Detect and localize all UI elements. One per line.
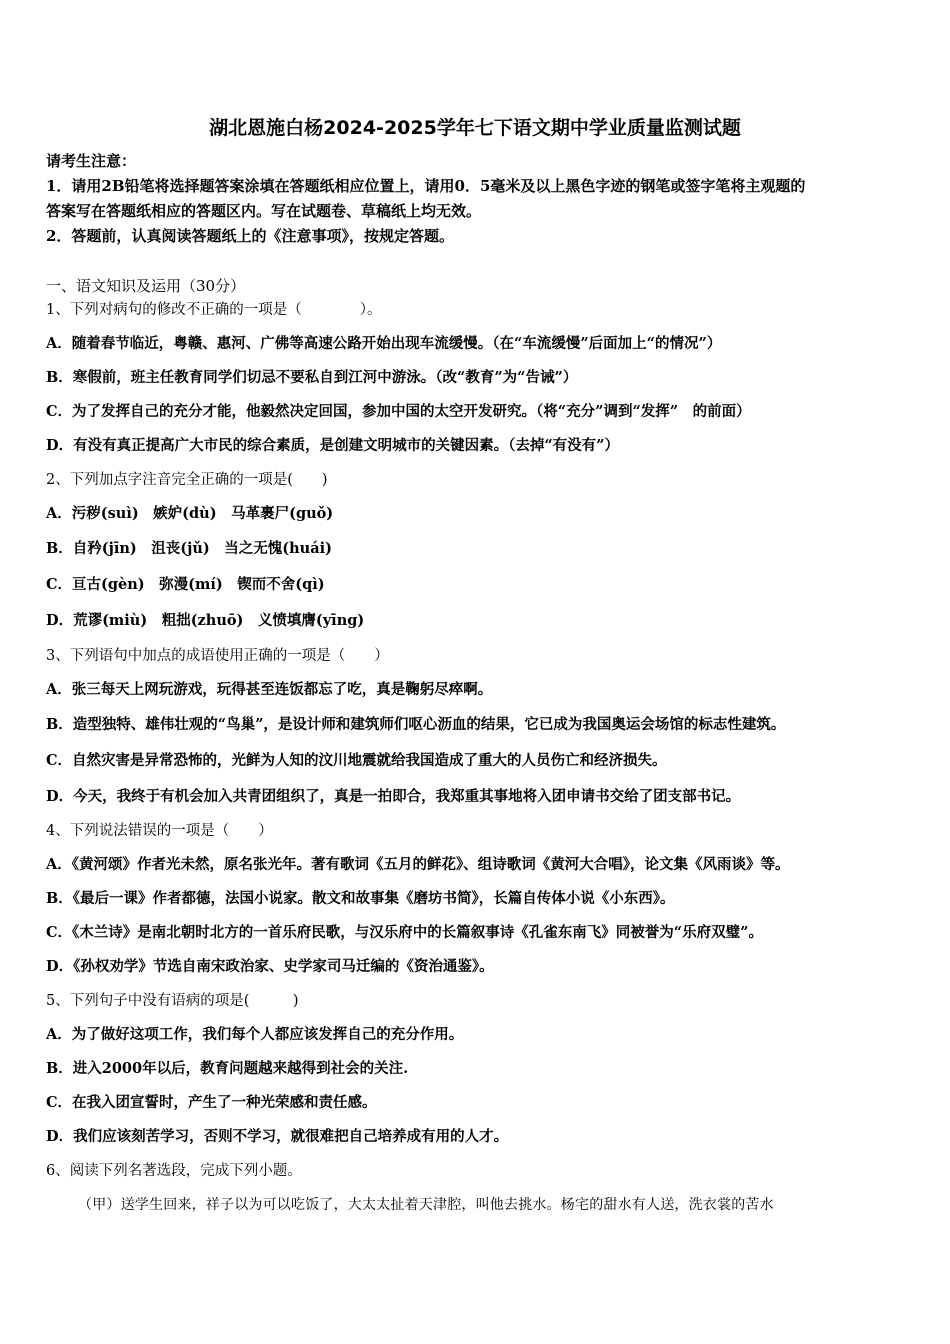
question-1-option-d: D．有没有真正提高广大市民的综合素质，是创建文明城市的关键因素。（去掉“有没有”） bbox=[46, 437, 620, 454]
notice-line-3: 2．答题前，认真阅读答题纸上的《注意事项》，按规定答题。 bbox=[46, 227, 454, 245]
question-3-stem: 3、下列语句中加点的成语使用正确的一项是（ ） bbox=[46, 648, 389, 664]
question-4-option-d: D．《孙权劝学》节选自南宋政治家、史学家司马迁编的《资治通鉴》。 bbox=[46, 958, 494, 975]
question-3-option-b: B．造型独特、雄伟壮观的“鸟巢”，是设计师和建筑师们呕心沥血的结果，它已成为我国奥运会场馆的标志性建筑。 bbox=[46, 716, 786, 733]
question-6-stem: 6、阅读下列名著选段，完成下列小题。 bbox=[46, 1163, 302, 1179]
question-1-option-b: B．寒假前，班主任教育同学们切忌不要私自到江河中游泳。（改“教育”为“告诫”） bbox=[46, 369, 578, 386]
question-2-option-b: B．自矜(jīn) 沮丧(jǔ) 当之无愧(huái) bbox=[46, 540, 332, 557]
question-4-stem: 4、下列说法错误的一项是（ ） bbox=[46, 823, 273, 839]
question-5-option-a: A．为了做好这项工作，我们每个人都应该发挥自己的充分作用。 bbox=[46, 1026, 464, 1043]
question-5-option-d: D．我们应该刻苦学习，否则不学习，就很难把自己培养成有用的人才。 bbox=[46, 1128, 509, 1145]
question-5-option-c: C．在我入团宣誓时，产生了一种光荣感和责任感。 bbox=[46, 1094, 377, 1111]
question-6-passage: （甲）送学生回来，祥子以为可以吃饭了，大太太扯着天津腔，叫他去挑水。杨宅的甜水有人送，洗衣裳的苦水 bbox=[78, 1197, 774, 1213]
question-2-stem: 2、下列加点字注音完全正确的一项是( ) bbox=[46, 472, 328, 488]
question-4-option-a: A．《黄河颂》作者光未然，原名张光年。著有歌词《五月的鲜花》、组诗歌词《黄河大合唱》，论文集《风雨谈》等。 bbox=[46, 856, 790, 873]
page-title: 湖北恩施白杨2024-2025学年七下语文期中学业质量监测试题 bbox=[209, 117, 741, 139]
question-2-option-d: D．荒谬(miù) 粗拙(zhuō) 义愤填膺(yīng) bbox=[46, 612, 365, 629]
question-4-option-c: C．《木兰诗》是南北朝时北方的一首乐府民歌，与汉乐府中的长篇叙事诗《孔雀东南飞》同被誉为“乐府双璧”。 bbox=[46, 924, 763, 941]
notice-heading: 请考生注意： bbox=[46, 152, 137, 170]
question-5-option-b: B．进入2000年以后，教育问题越来越得到社会的关注. bbox=[46, 1060, 409, 1077]
question-5-stem: 5、下列句子中没有语病的项是( ) bbox=[46, 993, 299, 1009]
question-3-option-d: D．今天，我终于有机会加入共青团组织了，真是一拍即合，我郑重其事地将入团申请书交给了团支部书记。 bbox=[46, 788, 741, 805]
question-2-option-c: C．亘古(gèn) 弥漫(mí) 锲而不舍(qì) bbox=[46, 576, 325, 593]
question-1-stem: 1、下列对病句的修改不正确的一项是（ ）。 bbox=[46, 302, 382, 318]
question-1-option-a: A．随着春节临近，粤赣、惠河、广佛等高速公路开始出现车流缓慢。（在“车流缓慢”后面加上“的情况”） bbox=[46, 335, 722, 352]
notice-line-2: 答案写在答题纸相应的答题区内。写在试题卷、草稿纸上均无效。 bbox=[46, 202, 482, 220]
question-4-option-b: B．《最后一课》作者都德，法国小说家。散文和故事集《磨坊书简》，长篇自传体小说《小东西》。 bbox=[46, 890, 675, 907]
question-3-option-c: C．自然灾害是异常恐怖的，光鲜为人知的汶川地震就给我国造成了重大的人员伤亡和经济损失。 bbox=[46, 752, 667, 769]
notice-line-1: 1．请用2B铅笔将选择题答案涂填在答题纸相应位置上，请用0．5毫米及以上黑色字迹的钢笔或签字笔将主观题的 bbox=[46, 177, 806, 195]
section-heading: 一、语文知识及运用（30分） bbox=[46, 277, 246, 295]
question-1-option-c: C．为了发挥自己的充分才能，他毅然决定回国，参加中国的太空开发研究。（将“充分”调到“发挥” 的前面） bbox=[46, 403, 751, 420]
question-3-option-a: A．张三每天上网玩游戏，玩得甚至连饭都忘了吃，真是鞠躬尽瘁啊。 bbox=[46, 681, 493, 698]
question-2-option-a: A．污秽(suì) 嫉妒(dù) 马革裹尸(guǒ) bbox=[46, 505, 334, 522]
